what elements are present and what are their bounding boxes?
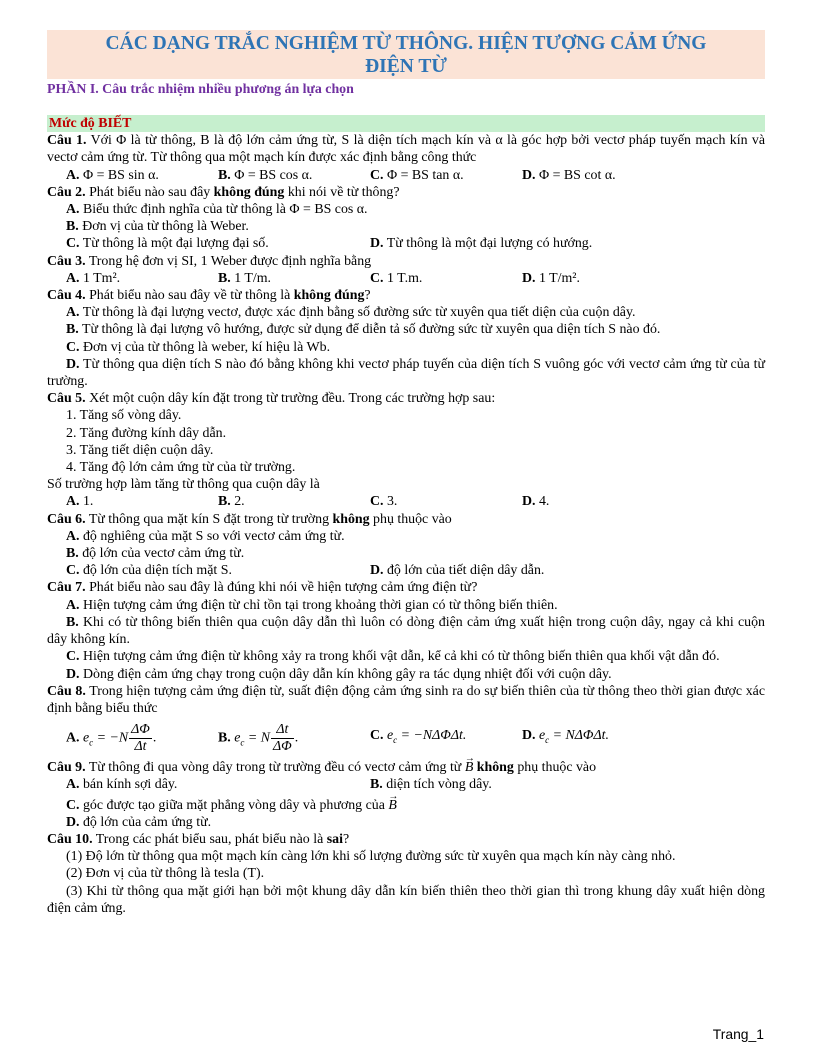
option-d: D. 1 T/m². [522, 270, 580, 286]
option-a: A. 1 Tm². [66, 270, 121, 286]
option-d: D. $e_c = N\Delta\Phi\Delta t$. [522, 728, 609, 745]
list-item: 4. Tăng độ lớn cảm ứng từ của từ trường. [66, 460, 296, 476]
option-c: C. Φ = BS tan α. [370, 167, 464, 183]
question-5-ask: Số trường hợp làm tăng từ thông qua cuộn dây là [47, 477, 320, 493]
option-a: A. $e_c = -N$ $\frac{\Delta\Phi}{\Delta t}$ . [66, 721, 157, 754]
document-title-line1: CÁC DẠNG TRẮC NGHIỆM TỪ THÔNG. HIỆN TƯỢNG CẢM ỨNG [105, 33, 707, 54]
option-b: B. Đơn vị của từ thông là Weber. [66, 219, 249, 235]
option-d: D. độ lớn của cảm ứng từ. [66, 814, 212, 830]
option-d: D. Dòng điện cảm ứng chạy trong cuộn dây dẫn kín không gây ra tác dụng nhiệt đối với cuộn dây. [66, 666, 612, 682]
question-2-options-cd [47, 235, 765, 252]
page-number: Trang_1 [712, 1026, 764, 1042]
question-4: Câu 4. Phát biểu nào sau đây về từ thông là không đúng? [47, 288, 371, 304]
question-5-options [47, 493, 765, 510]
question-9: Câu 9. Từ thông đi qua vòng dây trong từ trường đều có vectơ cảm ứng từ → B không phụ thuộc vào [47, 759, 765, 776]
option-b: B. Từ thông là đại lượng vô hướng, được sử dụng để diễn tả số đường sức từ xuyên qua diện tích S nào đó. [66, 322, 661, 338]
question-3: Câu 3. Trong hệ đơn vị SI, 1 Weber được định nghĩa bằng [47, 253, 372, 269]
option-d: D. Từ thông qua diện tích S nào đó bằng không khi vectơ pháp tuyến của diện tích S vuông góc với vectơ cảm ứng từ của từ trường. [47, 356, 765, 390]
option-d: D. độ lớn của tiết diện dây dẫn. [370, 563, 545, 579]
option-c: C. Hiện tượng cảm ứng điện từ không xảy ra trong khối vật dẫn, kể cả khi có từ thông biến thiên qua khối vật dẫn đó. [66, 649, 720, 665]
list-item: 1. Tăng số vòng dây. [66, 408, 182, 424]
option-c: C. 3. [370, 494, 398, 510]
option-a: A. 1. [66, 494, 94, 510]
question-8-options [47, 717, 765, 759]
option-b: B. diện tích vòng dây. [370, 777, 492, 793]
option-b: B. 1 T/m. [218, 270, 272, 286]
question-1-options [47, 167, 765, 184]
fraction: $\frac{\Delta\Phi}{\Delta t}$ [131, 721, 150, 754]
list-item: 3. Tăng tiết diện cuộn dây. [66, 442, 214, 458]
option-b: B. 2. [218, 494, 245, 510]
vector-b-symbol: → B [465, 759, 474, 776]
vector-b-symbol: → B [388, 797, 397, 814]
title-banner [47, 30, 765, 79]
list-item: 2. Tăng đường kính dây dẫn. [66, 425, 227, 441]
option-a: A. Φ = BS sin α. [66, 167, 159, 183]
question-1 [47, 132, 765, 166]
part-heading: PHẦN I. Câu trắc nhiệm nhiều phương án lựa chọn [47, 82, 354, 97]
question-3-options [47, 270, 765, 287]
document-title-line2: ĐIỆN TỪ [365, 56, 447, 77]
list-item: (1) Độ lớn từ thông qua một mạch kín càng lớn khi số lượng đường sức từ xuyên qua mạch kín này càng nhỏ. [66, 849, 676, 865]
question-1-label: Câu 1. [47, 133, 87, 149]
option-b: B. độ lớn của vectơ cảm ứng từ. [66, 546, 245, 562]
option-c: C. 1 T.m. [370, 270, 423, 286]
question-10: Câu 10. Trong các phát biểu sau, phát biểu nào là sai? [47, 831, 350, 847]
question-8: Câu 8. Trong hiện tượng cảm ứng điện từ, suất điện động cảm ứng sinh ra do sự biến thiên của từ thông theo thời gian được xác định bằng biểu thức [47, 683, 766, 716]
question-1-text: Với Φ là từ thông, B là độ lớn cảm ứng từ, S là diện tích mạch kín và α là góc hợp bởi vectơ pháp tuyến mạch kín và vectơ cảm ứng từ. Từ thông qua một mạch kín được xác định bằng công thức [47, 133, 765, 166]
option-d: D. Φ = BS cot α. [522, 167, 616, 183]
option-a: A. Từ thông là đại lượng vectơ, được xác định bằng số đường sức từ xuyên qua tiết diện của cuộn dây. [66, 305, 636, 321]
question-2: Câu 2. Phát biểu nào sau đây không đúng khi nói về từ thông? [47, 184, 400, 200]
option-b: B. Khi có từ thông biến thiên qua cuộn dây dẫn thì luôn có dòng điện cảm ứng xuất hiện trong cuộn dây, ngay cả khi cuộn dây không kín. [47, 614, 765, 648]
option-d: D. 4. [522, 494, 550, 510]
question-7: Câu 7. Phát biểu nào sau đây là đúng khi nói về hiện tượng cảm ứng điện từ? [47, 580, 478, 596]
list-item: (2) Đơn vị của từ thông là tesla (T). [66, 866, 265, 882]
option-b: B. Φ = BS cos α. [218, 167, 313, 183]
question-5: Câu 5. Xét một cuộn dây kín đặt trong từ trường đều. Trong các trường hợp sau: [47, 391, 496, 407]
option-a: A. độ nghiêng của mặt S so với vectơ cảm ứng từ. [66, 528, 345, 544]
question-6-options-cd [47, 562, 765, 579]
level-heading: Mức độ BIẾT [47, 115, 765, 132]
option-c: C. $e_c = -N\Delta\Phi\Delta t$. [370, 728, 467, 745]
option-d: D. Từ thông là một đại lượng có hướng. [370, 236, 593, 252]
option-b: B. $e_c = N$ $\frac{\Delta t}{\Delta\Phi}$ . [218, 721, 299, 754]
option-c: C. góc được tạo giữa mặt phẳng vòng dây và phương của → B [47, 797, 765, 814]
question-6: Câu 6. Từ thông qua mặt kín S đặt trong từ trường không phụ thuộc vào [47, 511, 452, 527]
fraction: $\frac{\Delta t}{\Delta\Phi}$ [272, 721, 292, 754]
option-c: C. Đơn vị của từ thông là weber, kí hiệu là Wb. [66, 339, 331, 355]
option-a: A. Biểu thức định nghĩa của từ thông là Φ = BS cos α. [66, 202, 368, 218]
list-item: (3) Khi từ thông qua mặt giới hạn bởi một khung dây dẫn kín biến thiên theo thời gian thì trong khung dây xuất hiện dòng điện cảm ứng. [47, 883, 765, 916]
option-c: C. Từ thông là một đại lượng đại số. [66, 236, 269, 252]
document-page [47, 30, 765, 917]
option-c: C. độ lớn của diện tích mặt S. [66, 563, 232, 579]
option-a: A. Hiện tượng cảm ứng điện từ chỉ tồn tại trong khoảng thời gian có từ thông biến thiên. [66, 597, 558, 613]
question-9-options-ab [47, 776, 765, 793]
option-a: A. bán kính sợi dây. [66, 777, 178, 793]
